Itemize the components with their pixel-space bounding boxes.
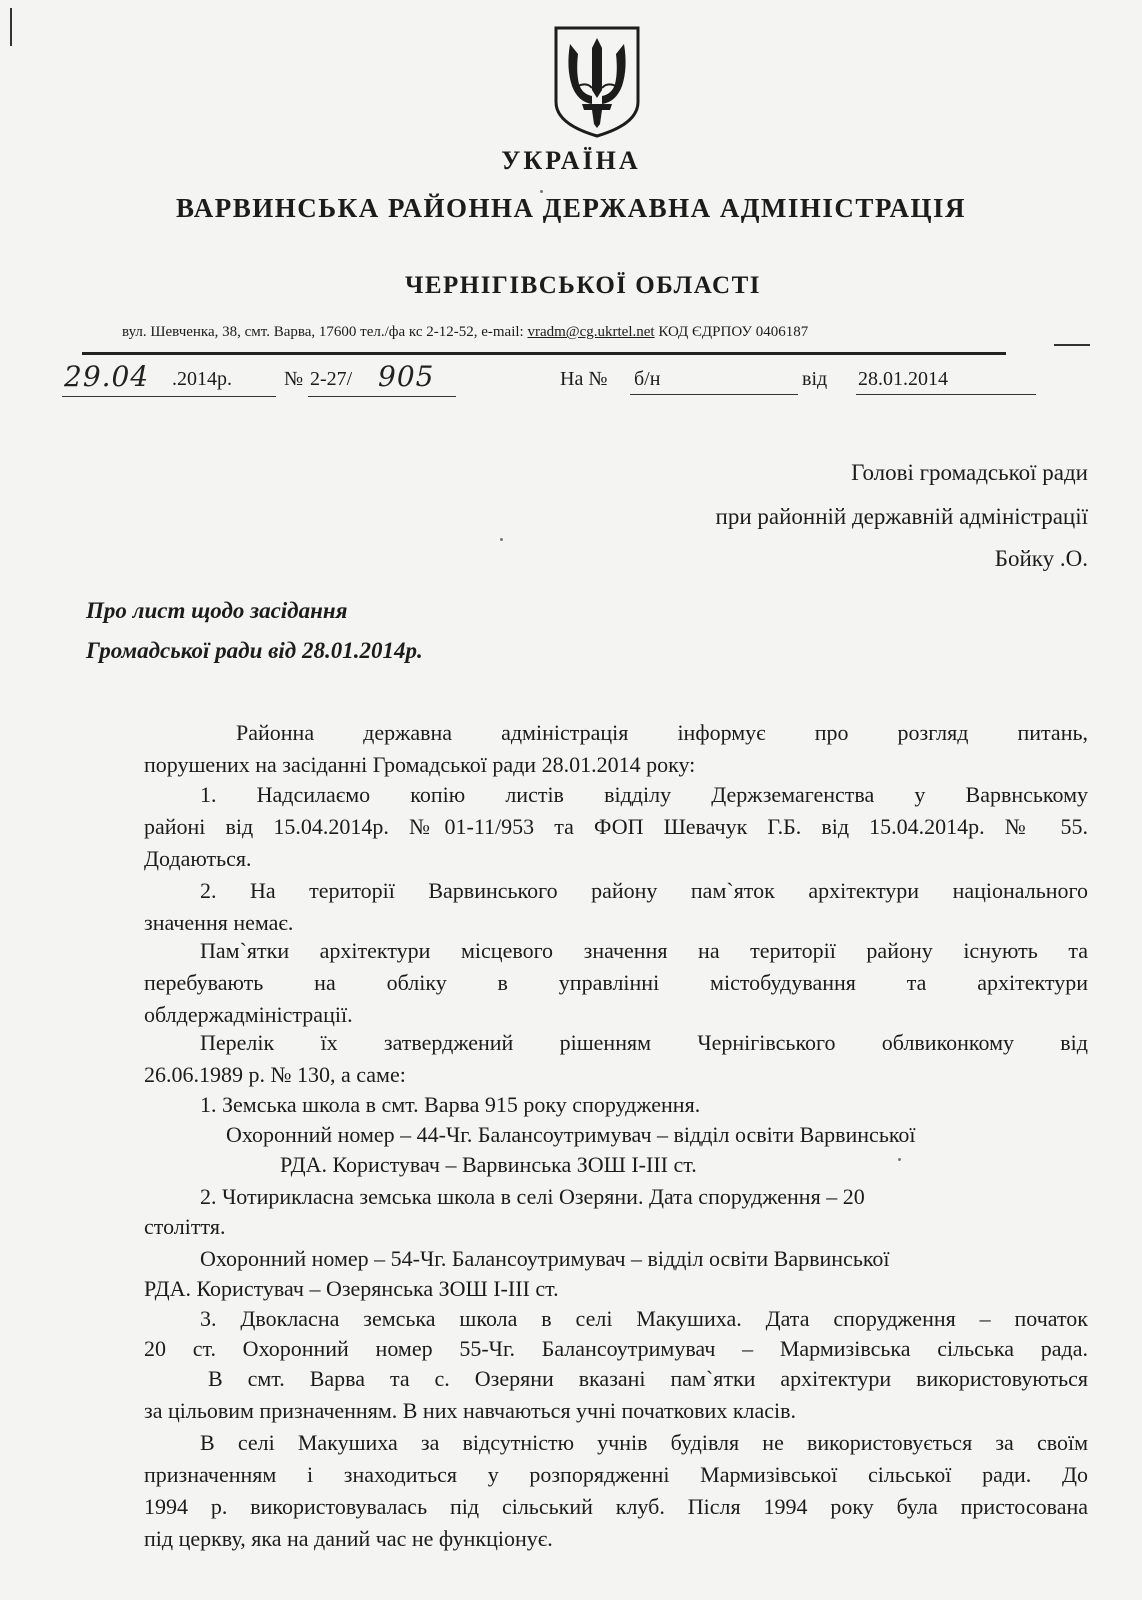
reference-date-underline	[856, 394, 1036, 395]
reference-underline	[630, 394, 798, 395]
reference-date-label: від	[802, 368, 828, 390]
addressee-line1: Голові громадської ради	[851, 460, 1088, 485]
body-line: 20 ст. Охоронний номер 55-Чг. Балансоутримувач – Мармизівська сільська рада.	[144, 1336, 1088, 1361]
body-line: 26.06.1989 р. № 130, а саме:	[144, 1062, 406, 1087]
body-line: значення немає.	[144, 910, 294, 935]
body-line: Перелік їх затверджений рішенням Чернігівського облвиконкому від	[200, 1030, 1088, 1055]
organization-name-line1: ВАРВИНСЬКА РАЙОННА ДЕРЖАВНА АДМІНІСТРАЦІЯ	[176, 193, 966, 223]
addressee-line3: Бойку .О.	[994, 546, 1088, 571]
body-line: облдержадміністрації.	[144, 1002, 353, 1027]
organization-name-line2: ЧЕРНІГІВСЬКОЇ ОБЛАСТІ	[404, 272, 762, 299]
subject-line1: Про лист щодо засідання	[86, 598, 348, 623]
body-line: Охоронний номер – 54-Чг. Балансоутримувач – відділ освіти Варвинської	[200, 1246, 890, 1271]
body-line: В селі Макушиха за відсутністю учнів будівля не використовується за своїм	[200, 1430, 1088, 1455]
country-name: УКРАЇНА	[501, 146, 641, 175]
outgoing-number-prefix: 2-27/	[310, 368, 353, 390]
scan-margin-mark	[10, 8, 12, 46]
body-line: 3. Двокласна земська школа в селі Макушиха. Дата спорудження – початок	[200, 1306, 1088, 1331]
body-line: Додаються.	[144, 846, 252, 871]
reference-date: 28.01.2014	[858, 368, 948, 390]
handwritten-date: 29.04	[64, 360, 150, 393]
body-line: В смт. Варва та с. Озеряни вказані пам`ятки архітектури використовуються	[208, 1366, 1088, 1391]
body-line: 1994 р. використовувалась під сільський клуб. Після 1994 року була пристосована	[144, 1494, 1088, 1519]
contacts-code: КОД ЄДРПОУ 0406187	[654, 324, 809, 340]
body-line: Районна державна адміністрація інформує про розгляд питань,	[236, 720, 1088, 745]
body-line: перебувають на обліку в управлінні містобудування та архітектури	[144, 970, 1088, 995]
reference-number: б/н	[634, 368, 661, 390]
scan-speck	[500, 538, 503, 541]
scan-speck	[540, 190, 543, 193]
body-line: районі від 15.04.2014р. №01-11/953 та ФОП Шевачук Г.Б. від 15.04.2014р. № 55.	[144, 814, 1088, 839]
body-line: за цільовим призначенням. В них навчаються учні початкових класів.	[144, 1398, 797, 1423]
body-line: порушених на засіданні Громадської ради 28.01.2014 року:	[144, 752, 696, 777]
reference-label: На №	[560, 368, 608, 390]
header-rule	[82, 352, 1006, 355]
body-line: РДА. Користувач – Варвинська ЗОШ І-ІІІ ст.	[280, 1152, 697, 1177]
email-link[interactable]: vradm@cg.ukrtel.net	[527, 324, 655, 340]
date-year: .2014р.	[172, 368, 232, 390]
outgoing-number-label: №	[284, 368, 304, 390]
date-underline	[62, 396, 276, 397]
number-underline	[308, 396, 456, 397]
body-line: Пам`ятки архітектури місцевого значення на території району існують та	[200, 938, 1088, 963]
handwritten-number: 905	[378, 360, 435, 393]
scan-speck	[898, 1158, 901, 1161]
body-line: 1. Надсилаємо копію листів відділу Держземагенства у Варвнському	[200, 782, 1088, 807]
body-line: призначенням і знаходиться у розпорядженні Мармизівської сільської ради. До	[144, 1462, 1088, 1487]
body-line: 2. На території Варвинського району пам`яток архітектури національного	[200, 878, 1088, 903]
contacts-address: вул. Шевченка, 38, смт. Варва, 17600 тел./фа кс 2-12-52, e-mail:	[122, 324, 528, 340]
header-rule-tail	[1054, 344, 1090, 346]
body-line: під церкву, яка на даний час не функціонує.	[144, 1526, 553, 1551]
addressee-line2: при районній державній адміністрації	[715, 504, 1088, 529]
body-line: 1. Земська школа в смт. Варва 915 року спорудження.	[200, 1092, 701, 1117]
body-line: РДА. Користувач – Озерянська ЗОШ І-ІІІ ст.	[144, 1276, 559, 1301]
body-line: 2. Чотирикласна земська школа в селі Озеряни. Дата спорудження – 20	[200, 1184, 865, 1209]
coat-of-arms-icon	[552, 24, 642, 140]
body-line: століття.	[144, 1214, 226, 1239]
subject-line2: Громадської ради від 28.01.2014р.	[86, 638, 423, 663]
body-line: Охоронний номер – 44-Чг. Балансоутримувач – відділ освіти Варвинської	[226, 1122, 916, 1147]
contacts-line	[122, 324, 808, 341]
